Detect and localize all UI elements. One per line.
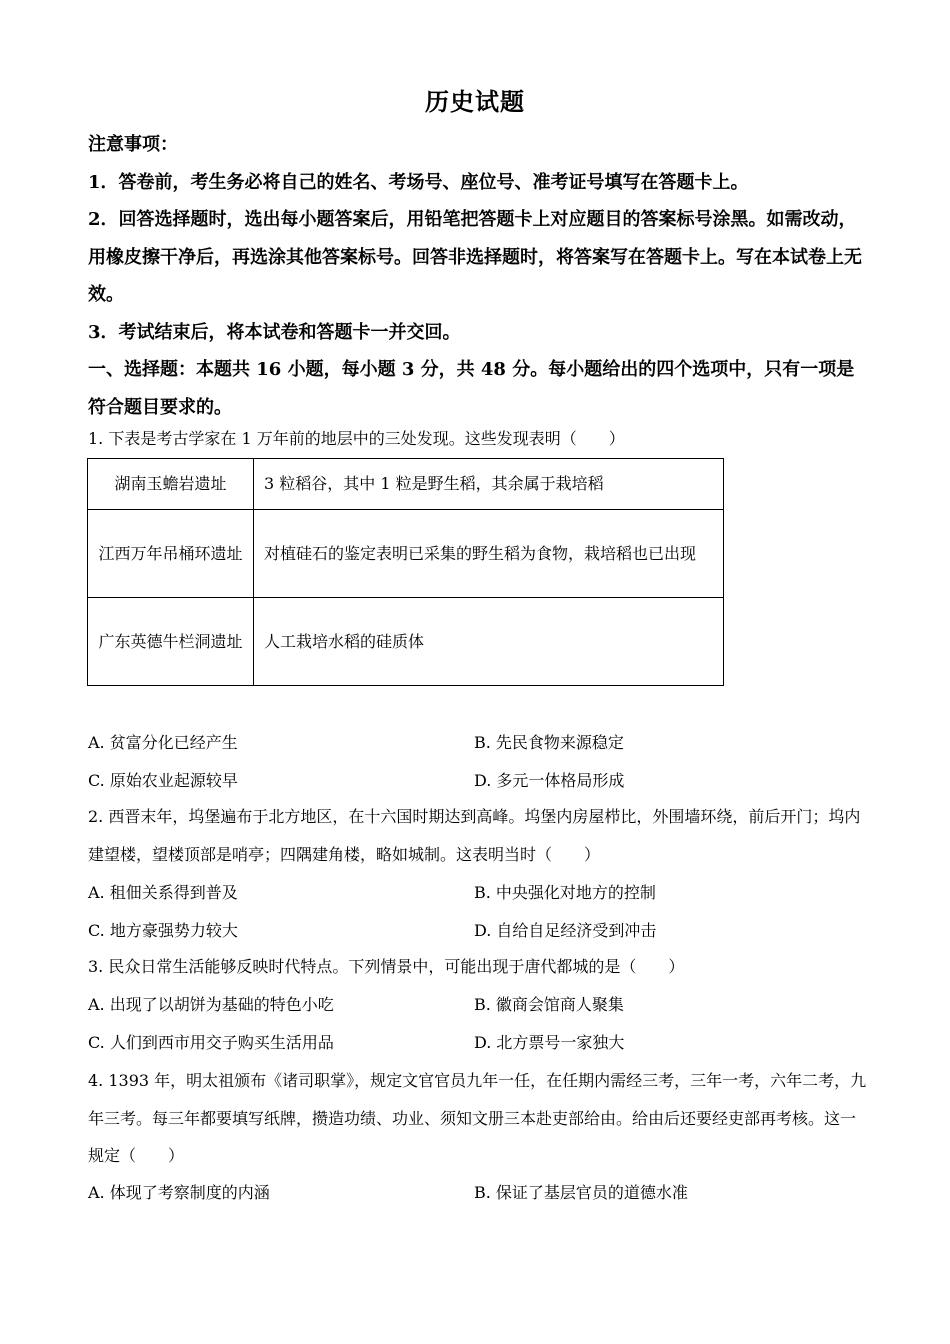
option-b[interactable]: B. 先民食物来源稳定 (474, 733, 624, 752)
instructions-heading: 注意事项： (88, 134, 178, 155)
option-a[interactable]: A. 出现了以胡饼为基础的特色小吃 (88, 995, 334, 1014)
question-2-stem (88, 798, 868, 873)
question-3-text: 3. 民众日常生活能够反映时代特点。下列情景中，可能出现于唐代都城的是（ ） (88, 957, 685, 976)
page-title: 历史试题 (425, 87, 525, 116)
instructions (88, 126, 868, 426)
question-4-stem (88, 1062, 868, 1175)
instruction-item-3: 3．考试结束后，将本试卷和答题卡一并交回。 (88, 321, 461, 343)
table-row (88, 459, 724, 510)
option-b[interactable]: B. 徽商会馆商人聚集 (474, 995, 624, 1014)
instruction-item-2: 2．回答选择题时，选出每小题答案后，用铅笔把答题卡上对应题目的答案标号涂黑。如需改动，用橡皮擦干净后，再选涂其他答案标号。回答非选择题时，将答案写在答题卡上。写在本试卷上无效。 (88, 209, 862, 305)
question-1-text: 1. 下表是考古学家在 1 万年前的地层中的三处发现。这些发现表明（ ） (88, 429, 625, 448)
option-b[interactable]: B. 保证了基层官员的道德水准 (474, 1183, 688, 1202)
option-a[interactable]: A. 贫富分化已经产生 (88, 733, 238, 752)
question-4-text: 4. 1393 年，明太祖颁布《诸司职掌》，规定文官官员九年一任，在任期内需经三考，三年一考，六年二考，九年三考。每三年都要填写纸牌，攒造功绩、功业、须知文册三本赴吏部给由。给由后还要经吏部再考核。这一规定（ ） (88, 1071, 867, 1165)
option-d[interactable]: D. 多元一体格局形成 (474, 771, 625, 790)
site-cell: 湖南玉蟾岩遗址 (88, 459, 254, 510)
question-1-table (87, 458, 724, 686)
table-row (88, 510, 724, 598)
site-cell: 江西万年吊桶环遗址 (88, 510, 254, 598)
option-d[interactable]: D. 自给自足经济受到冲击 (474, 921, 657, 940)
option-a[interactable]: A. 体现了考察制度的内涵 (88, 1183, 270, 1202)
table-row (88, 598, 724, 686)
question-1-stem (88, 420, 868, 458)
question-3-stem (88, 948, 868, 986)
option-d[interactable]: D. 北方票号一家独大 (474, 1033, 625, 1052)
option-c[interactable]: C. 人们到西市用交子购买生活用品 (88, 1033, 334, 1052)
finding-cell: 对植硅石的鉴定表明已采集的野生稻为食物，栽培稻也已出现 (254, 510, 724, 598)
option-a[interactable]: A. 租佃关系得到普及 (88, 883, 238, 902)
question-2-text: 2. 西晋末年，坞堡遍布于北方地区，在十六国时期达到高峰。坞堡内房屋栉比，外围墙环绕，前后开门；坞内建望楼，望楼顶部是哨亭；四隅建角楼，略如城制。这表明当时（ ） (88, 807, 861, 864)
instruction-item-1: 1．答卷前，考生务必将自己的姓名、考场号、座位号、准考证号填写在答题卡上。 (88, 171, 749, 193)
site-cell: 广东英德牛栏洞遗址 (88, 598, 254, 686)
finding-cell: 人工栽培水稻的硅质体 (254, 598, 724, 686)
option-c[interactable]: C. 原始农业起源较早 (88, 771, 238, 790)
option-b[interactable]: B. 中央强化对地方的控制 (474, 883, 656, 902)
section-heading: 一、选择题：本题共 16 小题，每小题 3 分，共 48 分。每小题给出的四个选项中，只有一项是符合题目要求的。 (88, 359, 855, 418)
finding-cell: 3 粒稻谷，其中 1 粒是野生稻，其余属于栽培稻 (254, 459, 724, 510)
option-c[interactable]: C. 地方豪强势力较大 (88, 921, 238, 940)
